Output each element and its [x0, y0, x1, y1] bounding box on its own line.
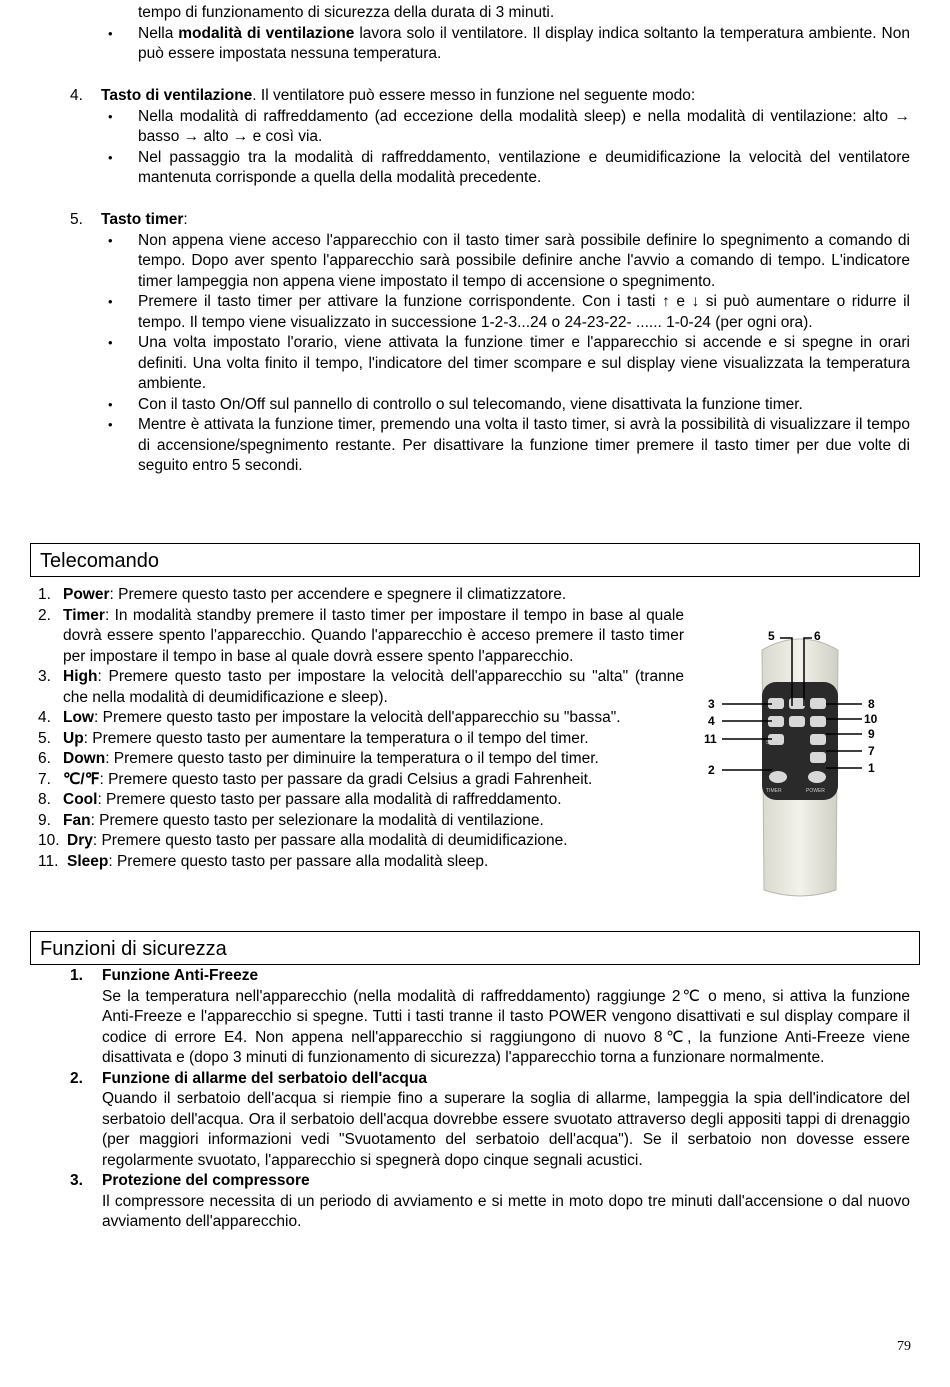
item-text: Il compressore necessita di un periodo di avviamento e si mette in moto dopo tre minuti dall'accensione o dal nuovo avviamento dell'apparecchio.: [102, 1192, 910, 1230]
list-item: 9. Fan: Premere questo tasto per selezionare la modalità di ventilazione.: [38, 811, 544, 829]
continuation-text: [138, 3, 910, 65]
section-number: 5.: [70, 211, 83, 228]
heading-text: Telecomando: [40, 550, 159, 572]
item-title: Funzione Anti-Freeze: [102, 967, 259, 984]
timer-key-bullets: [138, 231, 910, 477]
callout-label: 10: [864, 712, 878, 726]
list-item: • Non appena viene acceso l'apparecchio con il tasto timer sarà possibile definire lo spegnimento a comando di tempo. Dopo aver spento l'apparecchio sarà possibile definire anche l'avvio a comando di tempo. L'indicatore timer lampeggia non appena viene impostato il tempo di accensione o spegnimento.: [138, 231, 910, 293]
section-intro: Tasto di ventilazione. Il ventilatore può essere messo in funzione nel seguente modo:: [101, 87, 696, 104]
list-item: 5. Up: Premere questo tasto per aumentare la temperatura o il tempo del timer.: [38, 729, 589, 747]
list-item: 4. Low: Premere questo tasto per impostare la velocità dell'apparecchio su "bassa".: [38, 709, 621, 726]
section-intro: Tasto timer:: [101, 211, 188, 228]
heading-telecomando: [30, 543, 920, 577]
remote-timer-label: TIMER: [766, 788, 782, 794]
callout-label: 2: [708, 763, 715, 777]
fan-mode-bullet-list: [138, 24, 910, 65]
list-item: • Nel passaggio tra la modalità di raffreddamento, ventilazione e deumidificazione la velocità del ventilatore mantenuta corrisponde a quella della modalità precedente.: [138, 148, 910, 189]
section-timer-key: [70, 210, 910, 477]
list-item: • Mentre è attivata la funzione timer, premendo una volta il tasto timer, si avrà la possibilità di visualizzare il tempo di accensione/spegnimento restante. Per disattivare la funzione timer premere il tasto timer per due volte di seguito entro 5 secondi.: [138, 415, 910, 477]
list-item: 1. Funzione Anti-Freeze Se la temperatura nell'apparecchio (nella modalità di raffreddamento) raggiunge 2℃ o meno, si attiva la funzione Anti-Freeze e l'apparecchio si spegne. Tutti i tasti tranne il tasto POWER vengono disattivati e sul display compare il codice di errore E4. Non appena nell'apparecchio si raggiungono di nuovo 8℃, la funzione Anti-Freeze viene disattivata e (dopo 3 minuti di funzionamento di sicurezza) l'apparecchio torna a funzionare normalmente.: [102, 966, 910, 1069]
list-item: • Premere il tasto timer per attivare la funzione corrispondente. Con i tasti ↑ e ↓ si può aumentare o ridurre il tempo. Il tempo viene visualizzato in successione 1-2-3...24 o 24-23-22- ...... 1-0-24 (per ogni ora).: [138, 292, 910, 333]
callout-label: 5: [768, 629, 775, 643]
callout-label: 4: [708, 714, 715, 728]
list-item: 10. Dry: Premere questo tasto per passare alla modalità di deumidificazione.: [38, 832, 568, 849]
heading-text: Funzioni di sicurezza: [40, 938, 227, 960]
section-fan-key: [70, 86, 910, 189]
fan-key-bullets: [138, 107, 910, 189]
list-item: 6. Down: Premere questo tasto per diminuire la temperatura o il tempo del timer.: [38, 750, 599, 767]
list-item: 2. Timer: In modalità standby premere il tasto timer per impostare il tempo in base al quale dovrà essere spento l'apparecchio. Quando l'apparecchio è acceso premere il tasto timer per impostare il tempo in base al quale dovrà essere spento l'apparecchio.: [38, 606, 684, 665]
callout-label: 8: [868, 697, 875, 711]
safety-functions-list: [70, 966, 910, 1233]
list-item: 2. Funzione di allarme del serbatoio dell'acqua Quando il serbatoio dell'acqua si riempie fino a superare la soglia di allarme, lampeggia la spia dell'indicatore del serbatoio dell'acqua. Ora il serbatoio dell'acqua dovrebbe essere svuotato attraverso degli appositi tappi di drenaggio (per maggiori informazioni vedi "Svuotamento del serbatoio dell'acqua"). Se il serbatoio non dovesse essere regolarmente svuotato, l'apparecchio si spegnerà dopo cinque segnali acustici.: [102, 1069, 910, 1172]
continuation-line: tempo di funzionamento di sicurezza della durata di 3 minuti.: [138, 4, 555, 21]
list-item: 11. Sleep: Premere questo tasto per passare alla modalità sleep.: [38, 852, 489, 870]
list-item: 1. Power: Premere questo tasto per accendere e spegnere il climatizzatore.: [38, 586, 567, 603]
list-item: 8. Cool: Premere questo tasto per passare alla modalità di raffreddamento.: [38, 791, 562, 808]
callout-label: 7: [868, 744, 875, 758]
callout-label: 3: [708, 697, 715, 711]
remote-sleep-label: Sleep: [766, 740, 779, 746]
callout-label: 6: [814, 629, 821, 643]
remote-control-image: [700, 620, 900, 910]
list-item: 3. Protezione del compressore Il compressore necessita di un periodo di avviamento e si mette in moto dopo tre minuti dall'accensione o dal nuovo avviamento dell'apparecchio.: [102, 1171, 910, 1233]
item-title: Protezione del compressore: [102, 1172, 310, 1189]
list-item: • Nella modalità di raffreddamento (ad eccezione della modalità sleep) e nella modalità di ventilazione: alto → basso → alto → e così via.: [138, 107, 910, 148]
item-text: Se la temperatura nell'apparecchio (nella modalità di raffreddamento) raggiunge 2℃ o meno, si attiva la funzione Anti-Freeze e l'apparecchio si spegne. Tutti i tasti tranne il tasto POWER vengono disattivati e sul display compare il codice di errore E4. Non appena nell'apparecchio si raggiungono di nuovo 8℃, la funzione Anti-Freeze viene disattivata e (dopo 3 minuti di funzionamento di sicurezza) l'apparecchio torna a funzionare normalmente.: [102, 987, 910, 1066]
remote-control-list: [38, 585, 684, 872]
page-number: 79: [897, 1339, 911, 1354]
list-item: 3. High: Premere questo tasto per impostare la velocità dell'apparecchio su "alta" (tranne che nella modalità di deumidificazione e sleep).: [38, 668, 684, 706]
section-number: 4.: [70, 87, 83, 104]
remote-power-label: POWER: [806, 788, 825, 794]
list-item: 7. ℃/℉: Premere questo tasto per passare da gradi Celsius a gradi Fahrenheit.: [38, 770, 593, 788]
heading-funzioni-sicurezza: [30, 931, 920, 965]
item-title: Funzione di allarme del serbatoio dell'acqua: [102, 1069, 427, 1087]
callout-label: 11: [704, 732, 717, 746]
list-item: • Con il tasto On/Off sul pannello di controllo o sul telecomando, viene disattivata la funzione timer.: [138, 395, 910, 416]
fan-mode-bullet: • Nella modalità di ventilazione lavora solo il ventilatore. Il display indica soltanto la temperatura ambiente. Non può essere impostata nessuna temperatura.: [138, 24, 910, 65]
item-text: Quando il serbatoio dell'acqua si riempie fino a superare la soglia di allarme, lampeggia la spia dell'indicatore del serbatoio dell'acqua. Ora il serbatoio dell'acqua dovrebbe essere svuotato attraverso degli appositi tappi di drenaggio (per maggiori informazioni vedi "Svuotamento del serbatoio dell'acqua"). Se il serbatoio non dovesse essere regolarmente svuotato, l'apparecchio si spegnerà dopo cinque segnali acustici.: [102, 1090, 910, 1169]
callout-label: 9: [868, 727, 875, 741]
callout-label: 1: [868, 761, 875, 775]
list-item: • Una volta impostato l'orario, viene attivata la funzione timer e l'apparecchio si accende e si spegne in orari definiti. Una volta finito il tempo, l'indicatore del timer scompare e sul display viene visualizzata la temperatura ambiente.: [138, 333, 910, 395]
